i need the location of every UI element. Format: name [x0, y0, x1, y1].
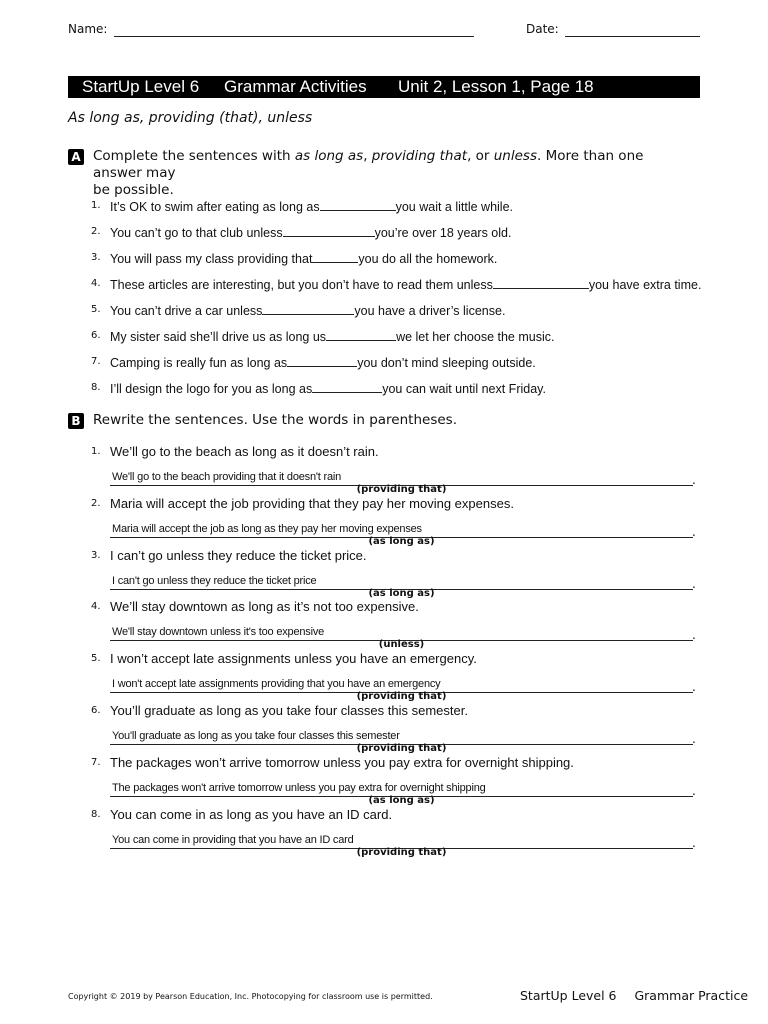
sentence-end: you have a driver’s license. — [354, 304, 506, 318]
parenthetical-cue: (providing that) — [356, 691, 447, 702]
section-b-question: I won’t accept late assignments unless you have an emergency. — [110, 651, 477, 666]
answer-period: . — [692, 784, 696, 798]
section-a-sentence — [110, 276, 701, 292]
section-b-instruction: Rewrite the sentences. Use the words in parentheses. — [93, 412, 457, 428]
sentence-end: you have extra time. — [588, 278, 702, 292]
section-b-question: You can come in as long as you have an ID card. — [110, 807, 393, 822]
page-subtitle: As long as, providing (that), unless — [68, 110, 313, 126]
handwritten-answer: The packages won't arrive tomorrow unless you pay extra for overnight shipping — [112, 782, 486, 794]
answer-blank[interactable] — [312, 250, 358, 263]
section-b-question: You’ll graduate as long as you take four classes this semester. — [110, 703, 468, 718]
footer-copyright: Copyright © 2019 by Pearson Education, Inc. Photocopying for classroom use is permitted. — [68, 992, 433, 1001]
answer-period: . — [692, 732, 696, 746]
parenthetical-cue: (providing that) — [356, 743, 447, 754]
sentence-start: I’ll design the logo for you as long as — [110, 382, 313, 396]
parenthetical-cue: (as long as) — [368, 536, 435, 547]
section-a-sentence — [110, 302, 505, 318]
section-b-item-number: 6. — [91, 705, 101, 716]
answer-period: . — [692, 680, 696, 694]
parenthetical-cue: (as long as) — [368, 588, 435, 599]
date-field-line[interactable] — [565, 36, 700, 37]
handwritten-answer: You can come in providing that you have an ID card — [112, 834, 354, 846]
section-a-sentence — [110, 328, 554, 344]
sentence-end: you do all the homework. — [358, 252, 498, 266]
sentence-end: you can wait until next Friday. — [382, 382, 546, 396]
sentence-start: You will pass my class providing that — [110, 252, 313, 266]
answer-blank[interactable] — [320, 198, 396, 211]
answer-blank[interactable] — [262, 302, 354, 315]
section-a-item-number: 5. — [91, 304, 101, 315]
sentence-start: My sister said she’ll drive us as long us — [110, 330, 327, 344]
sentence-start: These articles are interesting, but you don’t have to read them unless — [110, 278, 493, 292]
sentence-start: You can’t go to that club unless — [110, 226, 283, 240]
parenthetical-cue: (providing that) — [356, 847, 447, 858]
section-a-item-number: 8. — [91, 382, 101, 393]
answer-blank[interactable] — [283, 224, 375, 237]
sentence-start: It’s OK to swim after eating as long as — [110, 200, 320, 214]
section-b-item-number: 1. — [91, 446, 101, 457]
title-activity: Grammar Activities — [224, 77, 367, 96]
section-a-item-number: 2. — [91, 226, 101, 237]
section-a-item-number: 6. — [91, 330, 101, 341]
section-a-instruction: Complete the sentences with as long as, providing that, or unless. More than one answer may be possible. — [93, 148, 644, 198]
section-b-item-number: 7. — [91, 757, 101, 768]
answer-blank[interactable] — [493, 276, 589, 289]
section-a-item-number: 3. — [91, 252, 101, 263]
section-b-item-number: 2. — [91, 498, 101, 509]
sentence-start: You can’t drive a car unless — [110, 304, 263, 318]
title-bar — [68, 76, 700, 98]
footer-label — [520, 988, 748, 1003]
section-a-item-number: 1. — [91, 200, 101, 211]
section-a-sentence — [110, 198, 513, 214]
parenthetical-cue: (as long as) — [368, 795, 435, 806]
section-b-question: We’ll stay downtown as long as it’s not too expensive. — [110, 599, 419, 614]
section-b-question: Maria will accept the job providing that they pay her moving expenses. — [110, 496, 514, 511]
section-b-item-number: 3. — [91, 550, 101, 561]
answer-period: . — [692, 628, 696, 642]
section-b-item-number: 4. — [91, 601, 101, 612]
date-label: Date: — [526, 22, 559, 36]
answer-blank[interactable] — [312, 380, 382, 393]
section-a-sentence — [110, 354, 536, 370]
parenthetical-cue: (providing that) — [356, 484, 447, 495]
sentence-end: you wait a little while. — [395, 200, 514, 214]
name-field-line[interactable] — [114, 36, 474, 37]
footer-level: StartUp Level 6 — [520, 988, 617, 1003]
sentence-end: you’re over 18 years old. — [374, 226, 512, 240]
section-a-sentence — [110, 250, 497, 266]
section-a-sentence — [110, 224, 511, 240]
answer-period: . — [692, 473, 696, 487]
section-a-item-number: 4. — [91, 278, 101, 289]
section-b-badge: B — [68, 413, 84, 429]
title-level: StartUp Level 6 — [82, 77, 200, 96]
section-a-badge: A — [68, 149, 84, 165]
answer-period: . — [692, 577, 696, 591]
answer-period: . — [692, 525, 696, 539]
section-b-question: I can’t go unless they reduce the ticket price. — [110, 548, 367, 563]
parenthetical-cue: (unless) — [378, 639, 425, 650]
handwritten-answer: You'll graduate as long as you take four classes this semester — [112, 730, 400, 742]
handwritten-answer: Maria will accept the job as long as they pay her moving expenses — [112, 523, 422, 535]
answer-period: . — [692, 836, 696, 850]
answer-blank[interactable] — [287, 354, 357, 367]
section-b-question: The packages won’t arrive tomorrow unless you pay extra for overnight shipping. — [110, 755, 574, 770]
title-unit: Unit 2, Lesson 1, Page 18 — [398, 77, 594, 96]
handwritten-answer: We'll go to the beach providing that it doesn't rain — [112, 471, 342, 483]
section-b-question: We’ll go to the beach as long as it doesn’t rain. — [110, 444, 379, 459]
sentence-end: you don’t mind sleeping outside. — [357, 356, 536, 370]
handwritten-answer: We'll stay downtown unless it's too expensive — [112, 626, 325, 638]
section-a-item-number: 7. — [91, 356, 101, 367]
sentence-start: Camping is really fun as long as — [110, 356, 288, 370]
section-a-sentence — [110, 380, 546, 396]
section-b-item-number: 8. — [91, 809, 101, 820]
sentence-end: we let her choose the music. — [396, 330, 555, 344]
section-b-item-number: 5. — [91, 653, 101, 664]
handwritten-answer: I can't go unless they reduce the ticket price — [112, 575, 317, 587]
answer-blank[interactable] — [326, 328, 396, 341]
name-label: Name: — [68, 22, 108, 36]
handwritten-answer: I won't accept late assignments providing that you have an emergency — [112, 678, 441, 690]
footer-practice: Grammar Practice — [634, 988, 749, 1003]
